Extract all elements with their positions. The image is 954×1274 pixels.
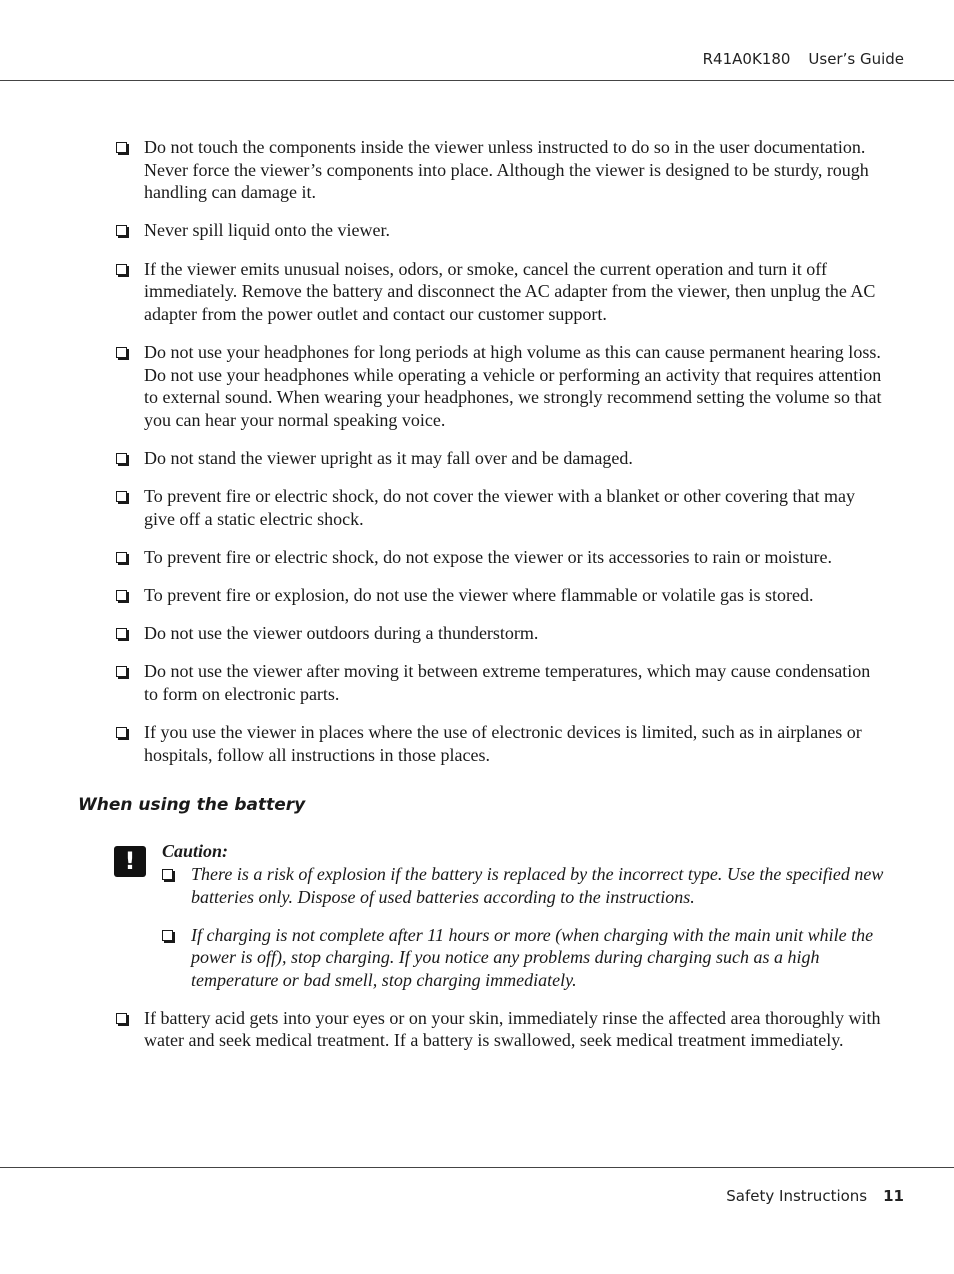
guide-title: User’s Guide xyxy=(808,50,904,68)
list-item xyxy=(116,1007,886,1052)
caution-list-item xyxy=(162,863,886,908)
checkbox-bullet-icon xyxy=(116,628,127,639)
list-item xyxy=(116,219,886,242)
list-item xyxy=(116,136,886,204)
list-item-text: Do not use the viewer outdoors during a thunderstorm. xyxy=(144,623,539,644)
caution-item-text: There is a risk of explosion if the battery is replaced by the incorrect type. Use the specified new batteries only. Dispose of used batteries according to the instructions. xyxy=(191,864,884,907)
list-item xyxy=(116,622,886,645)
list-item-text: If battery acid gets into your eyes or on your skin, immediately rinse the affected area thoroughly with water and seek medical treatment. If a battery is swallowed, seek medical treatment immediately. xyxy=(144,1007,881,1051)
header-divider xyxy=(0,80,954,81)
list-item-text: Do not touch the components inside the viewer unless instructed to do so in the user documentation. Never force the viewer’s components into place. Although the viewer is designed to be sturdy, rough handling can damage it. xyxy=(144,137,869,203)
list-item-text: Do not stand the viewer upright as it may fall over and be damaged. xyxy=(144,447,633,468)
checkbox-bullet-icon xyxy=(162,869,173,880)
checkbox-bullet-icon xyxy=(116,142,127,153)
checkbox-bullet-icon xyxy=(162,930,173,941)
list-item-text: Do not use the viewer after moving it between extreme temperatures, which may cause condensation to form on electronic parts. xyxy=(144,661,871,705)
list-item-text: If you use the viewer in places where the use of electronic devices is limited, such as in airplanes or hospitals, follow all instructions in those places. xyxy=(144,722,862,765)
page-header xyxy=(703,50,904,68)
footer-divider xyxy=(0,1167,954,1168)
list-item-text: Never spill liquid onto the viewer. xyxy=(144,220,390,241)
list-item-text-continued: Do not use your headphones while operating a vehicle or performing an activity that requires attention to external sound. When wearing your headphones, we strongly recommend setting the volume so that you can hear your normal speaking voice. xyxy=(144,364,882,430)
checkbox-bullet-icon xyxy=(116,264,127,275)
list-item-text: If the viewer emits unusual noises, odors, or smoke, cancel the current operation and turn it off immediately. Remove the battery and disconnect the AC adapter from the viewer, then unplug the AC adapter from the power outlet and contact our customer support. xyxy=(144,258,876,324)
list-item xyxy=(116,584,886,607)
list-item xyxy=(116,341,886,431)
list-item xyxy=(116,660,886,705)
list-item xyxy=(116,546,886,569)
list-item xyxy=(116,258,886,326)
list-item-text: To prevent fire or electric shock, do not cover the viewer with a blanket or other covering that may give off a static electric shock. xyxy=(144,486,855,529)
caution-item-text: If charging is not complete after 11 hours or more (when charging with the main unit while the power is off), stop charging. If you notice any problems during charging such as a high temperature or bad smell, stop charging immediately. xyxy=(191,924,874,990)
list-item-text: Do not use your headphones for long periods at high volume as this can cause permanent hearing loss. xyxy=(144,341,881,362)
caution-box xyxy=(116,840,886,991)
checkbox-bullet-icon xyxy=(116,225,127,236)
main-content xyxy=(78,136,886,1067)
checkbox-bullet-icon xyxy=(116,552,127,563)
list-item xyxy=(116,485,886,530)
checkbox-bullet-icon xyxy=(116,491,127,502)
doc-code: R41A0K180 xyxy=(702,50,791,68)
list-item-text: To prevent fire or electric shock, do not expose the viewer or its accessories to rain or moisture. xyxy=(144,546,833,567)
footer-section-name: Safety Instructions xyxy=(726,1187,868,1205)
list-item xyxy=(116,721,886,766)
checkbox-bullet-icon xyxy=(116,453,127,464)
page-number: 11 xyxy=(883,1187,904,1205)
caution-icon: ! xyxy=(114,846,146,877)
caution-list-item xyxy=(162,924,886,992)
checkbox-bullet-icon xyxy=(116,347,127,358)
caution-title: Caution: xyxy=(162,841,229,862)
list-item-text: To prevent fire or explosion, do not use the viewer where flammable or volatile gas is stored. xyxy=(144,585,814,606)
checkbox-bullet-icon xyxy=(116,590,127,601)
section-heading: When using the battery xyxy=(78,795,306,816)
checkbox-bullet-icon xyxy=(116,1013,127,1024)
checkbox-bullet-icon xyxy=(116,727,127,738)
checkbox-bullet-icon xyxy=(116,666,127,677)
page-footer xyxy=(726,1187,904,1205)
list-item xyxy=(116,447,886,470)
